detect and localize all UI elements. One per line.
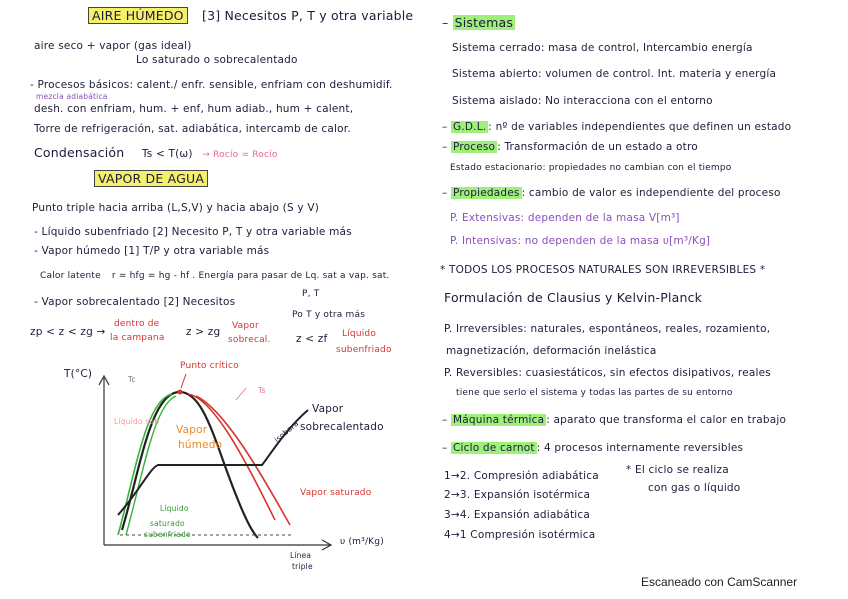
procesos-line-3: Torre de refrigeración, sat. adiabática, intercamb de calor.: [34, 123, 351, 135]
vapor-sobrecalentado-rule: - Vapor sobrecalentado [2] Necesitos: [34, 296, 236, 308]
zrel-2-note-a: Vapor: [232, 321, 259, 331]
x-axis-arrow: [322, 540, 331, 550]
estado-estacionario: Estado estacionario: propiedades no cambian con el tiempo: [450, 163, 732, 173]
calor-latente-row: [40, 272, 390, 281]
procesos-line-1: - Procesos básicos: calent./ enfr. sensible, enfriam con deshumidif.: [30, 79, 393, 91]
condensacion-faint: → Rocío = Rocío: [202, 150, 278, 160]
p-irreversibles-1: P. Irreversibles: naturales, espontáneos, reales, rozamiento,: [444, 323, 771, 335]
condensacion-label: Condensación: [34, 145, 125, 160]
vapor-humedo-label-1: Vapor: [176, 424, 208, 436]
punto-critico-marker: [178, 390, 183, 395]
carnot-step-2: 2→3. Expansión isotérmica: [444, 489, 591, 501]
sistema-aislado: Sistema aislado: No interacciona con el entorno: [452, 95, 713, 107]
liquido-saturado-curve: [118, 394, 172, 535]
proceso-text: : Transformación de un estado a otro: [497, 141, 698, 153]
vapor-saturado-label: Vapor saturado: [300, 488, 372, 498]
procesos-faint-note: mezcla adiabática: [36, 92, 108, 101]
punto-critico-label: Punto crítico: [180, 361, 239, 371]
sistemas-title-row: – Sistemas: [442, 15, 514, 30]
vapor-sobrecalentado-pot: Po T y otra más: [292, 310, 366, 320]
aire-humedo-definition-2: Lo saturado o sobrecalentado: [136, 54, 298, 66]
carnot-note-1: * El ciclo se realiza: [626, 464, 729, 476]
propiedades-intensivas: P. Intensivas: no dependen de la masa υ[m³/Kg]: [450, 235, 711, 247]
maquina-text: : aparato que transforma el calor en trabajo: [546, 414, 787, 426]
vapor-saturado-band-1: [188, 394, 275, 520]
zrel-2-note-b: sobrecal.: [228, 335, 271, 345]
aire-humedo-title: AIRE HÚMEDO: [88, 7, 188, 24]
procesos-line-2: desh. con enfriam, hum. + enf, hum adiab., hum + calent,: [34, 103, 354, 115]
gdl-text: : nº de variables independientes que definen un estado: [488, 121, 792, 133]
carnot-row: – Ciclo de carnot : 4 procesos internamente reversibles: [442, 442, 744, 454]
irreversibles-note-text: * TODOS LOS PROCESOS NATURALES SON IRREVERSIBLES *: [440, 264, 766, 276]
y-axis-arrow: [99, 376, 109, 385]
p-irreversibles-2: magnetización, deformación inelástica: [446, 345, 657, 357]
vapor-agua-title-row: [94, 173, 208, 186]
carnot-note-2: con gas o líquido: [648, 482, 741, 494]
vapor-humedo-rule: - Vapor húmedo [1] T/P y otra variable más: [34, 245, 270, 257]
propiedades-extensivas: P. Extensivas: dependen de la masa V[m³]: [450, 212, 680, 224]
propiedades-label: Propiedades: [453, 187, 520, 199]
vapor-sobrecalentado-label-1: Vapor: [312, 403, 344, 415]
saturation-dome: [122, 392, 258, 538]
liquido-label: Líquido: [160, 504, 189, 513]
gdl-row: – G.D.L. : nº de variables independientes que definen un estado: [442, 121, 792, 133]
formulacion: Formulación de Clausius y Kelvin-Planck: [444, 290, 703, 305]
calor-latente-label: Calor latente: [40, 271, 101, 281]
linea-triple-label-1: Línea: [290, 551, 312, 560]
proceso-label: Proceso: [453, 141, 496, 153]
carnot-text: : 4 procesos internamente reversibles: [536, 442, 744, 454]
aire-humedo-title-row: [88, 10, 188, 23]
propiedades-row: – Propiedades : cambio de valor es independiente del proceso: [442, 187, 781, 199]
y-axis-label: T(°C): [64, 368, 93, 380]
proceso-row: – Proceso : Transformación de un estado a otro: [442, 141, 698, 153]
carnot-step-4: 4→1 Compresión isotérmica: [444, 529, 596, 541]
liquido-saturado-label: saturado: [150, 519, 185, 528]
linea-triple-label-2: triple: [292, 562, 313, 571]
faint-left-label: Líquido sub: [114, 417, 160, 426]
sistema-abierto: Sistema abierto: volumen de control. Int. materia y energía: [452, 68, 777, 80]
zrel-1: zp < z < zg →: [30, 326, 106, 338]
calor-latente-formula: r = hfg = hg - hf . Energía para pasar de Lq. sat a vap. sat.: [111, 271, 390, 281]
vapor-sobrecalentado-pt: P, T: [302, 289, 320, 299]
carnot-step-1: 1→2. Compresión adiabática: [444, 470, 599, 482]
x-axis-label: υ (m³/Kg): [340, 537, 384, 547]
p-reversibles-1: P. Reversibles: cuasiestáticos, sin efectos disipativos, reales: [444, 367, 771, 379]
punto-triple: Punto triple hacia arriba (L,S,V) y hacia abajo (S y V): [32, 202, 320, 214]
condensacion-row: [34, 147, 278, 160]
faint-tc-label: Tc: [128, 375, 136, 384]
isobara-label: isobara: [272, 418, 301, 445]
vapor-sobrecalentado-label-2: sobrecalentado: [300, 421, 384, 433]
maquina-label: Máquina térmica: [453, 414, 545, 426]
punto-critico-pointer: [181, 374, 186, 388]
liquido-subenfriado-label: subenfriado: [144, 530, 191, 539]
irreversibles-note: [440, 265, 765, 276]
vapor-saturado-band-2: [196, 396, 290, 525]
maquina-row: – Máquina térmica : aparato que transforma el calor en trabajo: [442, 414, 787, 426]
faint-arrow: [236, 388, 246, 400]
sistema-cerrado: Sistema cerrado: masa de control, Intercambio energía: [452, 42, 753, 54]
sistemas-title: Sistemas: [454, 15, 514, 30]
liquido-subenfriado-rule: - Líquido subenfriado [2] Necesito P, T y otra variable más: [34, 226, 352, 238]
carnot-step-3: 3→4. Expansión adiabática: [444, 509, 591, 521]
zrel-3-note-a: Líquido: [342, 329, 377, 339]
aire-humedo-definition: aire seco + vapor (gas ideal): [34, 40, 192, 52]
carnot-label: Ciclo de carnot: [453, 442, 535, 454]
aire-humedo-rule: [3] Necesitos P, T y otra variable: [202, 8, 414, 23]
vapor-agua-title: VAPOR DE AGUA: [94, 170, 208, 187]
propiedades-text: : cambio de valor es independiente del proceso: [521, 187, 781, 199]
p-reversibles-2: tiene que serlo el sistema y todas las partes de su entorno: [456, 388, 733, 398]
vapor-humedo-label-2: húmedo: [178, 439, 223, 451]
zrel-3: z < zf: [296, 333, 328, 345]
zrel-2: z > zg: [186, 326, 221, 338]
gdl-label: G.D.L.: [453, 121, 487, 133]
zrel-1-note-a: dentro de: [114, 319, 160, 329]
condensacion-formula: Ts < T(ω): [141, 148, 193, 160]
scanner-footer: Escaneado con CamScanner: [641, 575, 798, 589]
faint-ts-label: Ts: [258, 386, 266, 395]
zrel-1-note-b: la campana: [110, 333, 165, 343]
zrel-3-note-b: subenfriado: [336, 345, 392, 355]
